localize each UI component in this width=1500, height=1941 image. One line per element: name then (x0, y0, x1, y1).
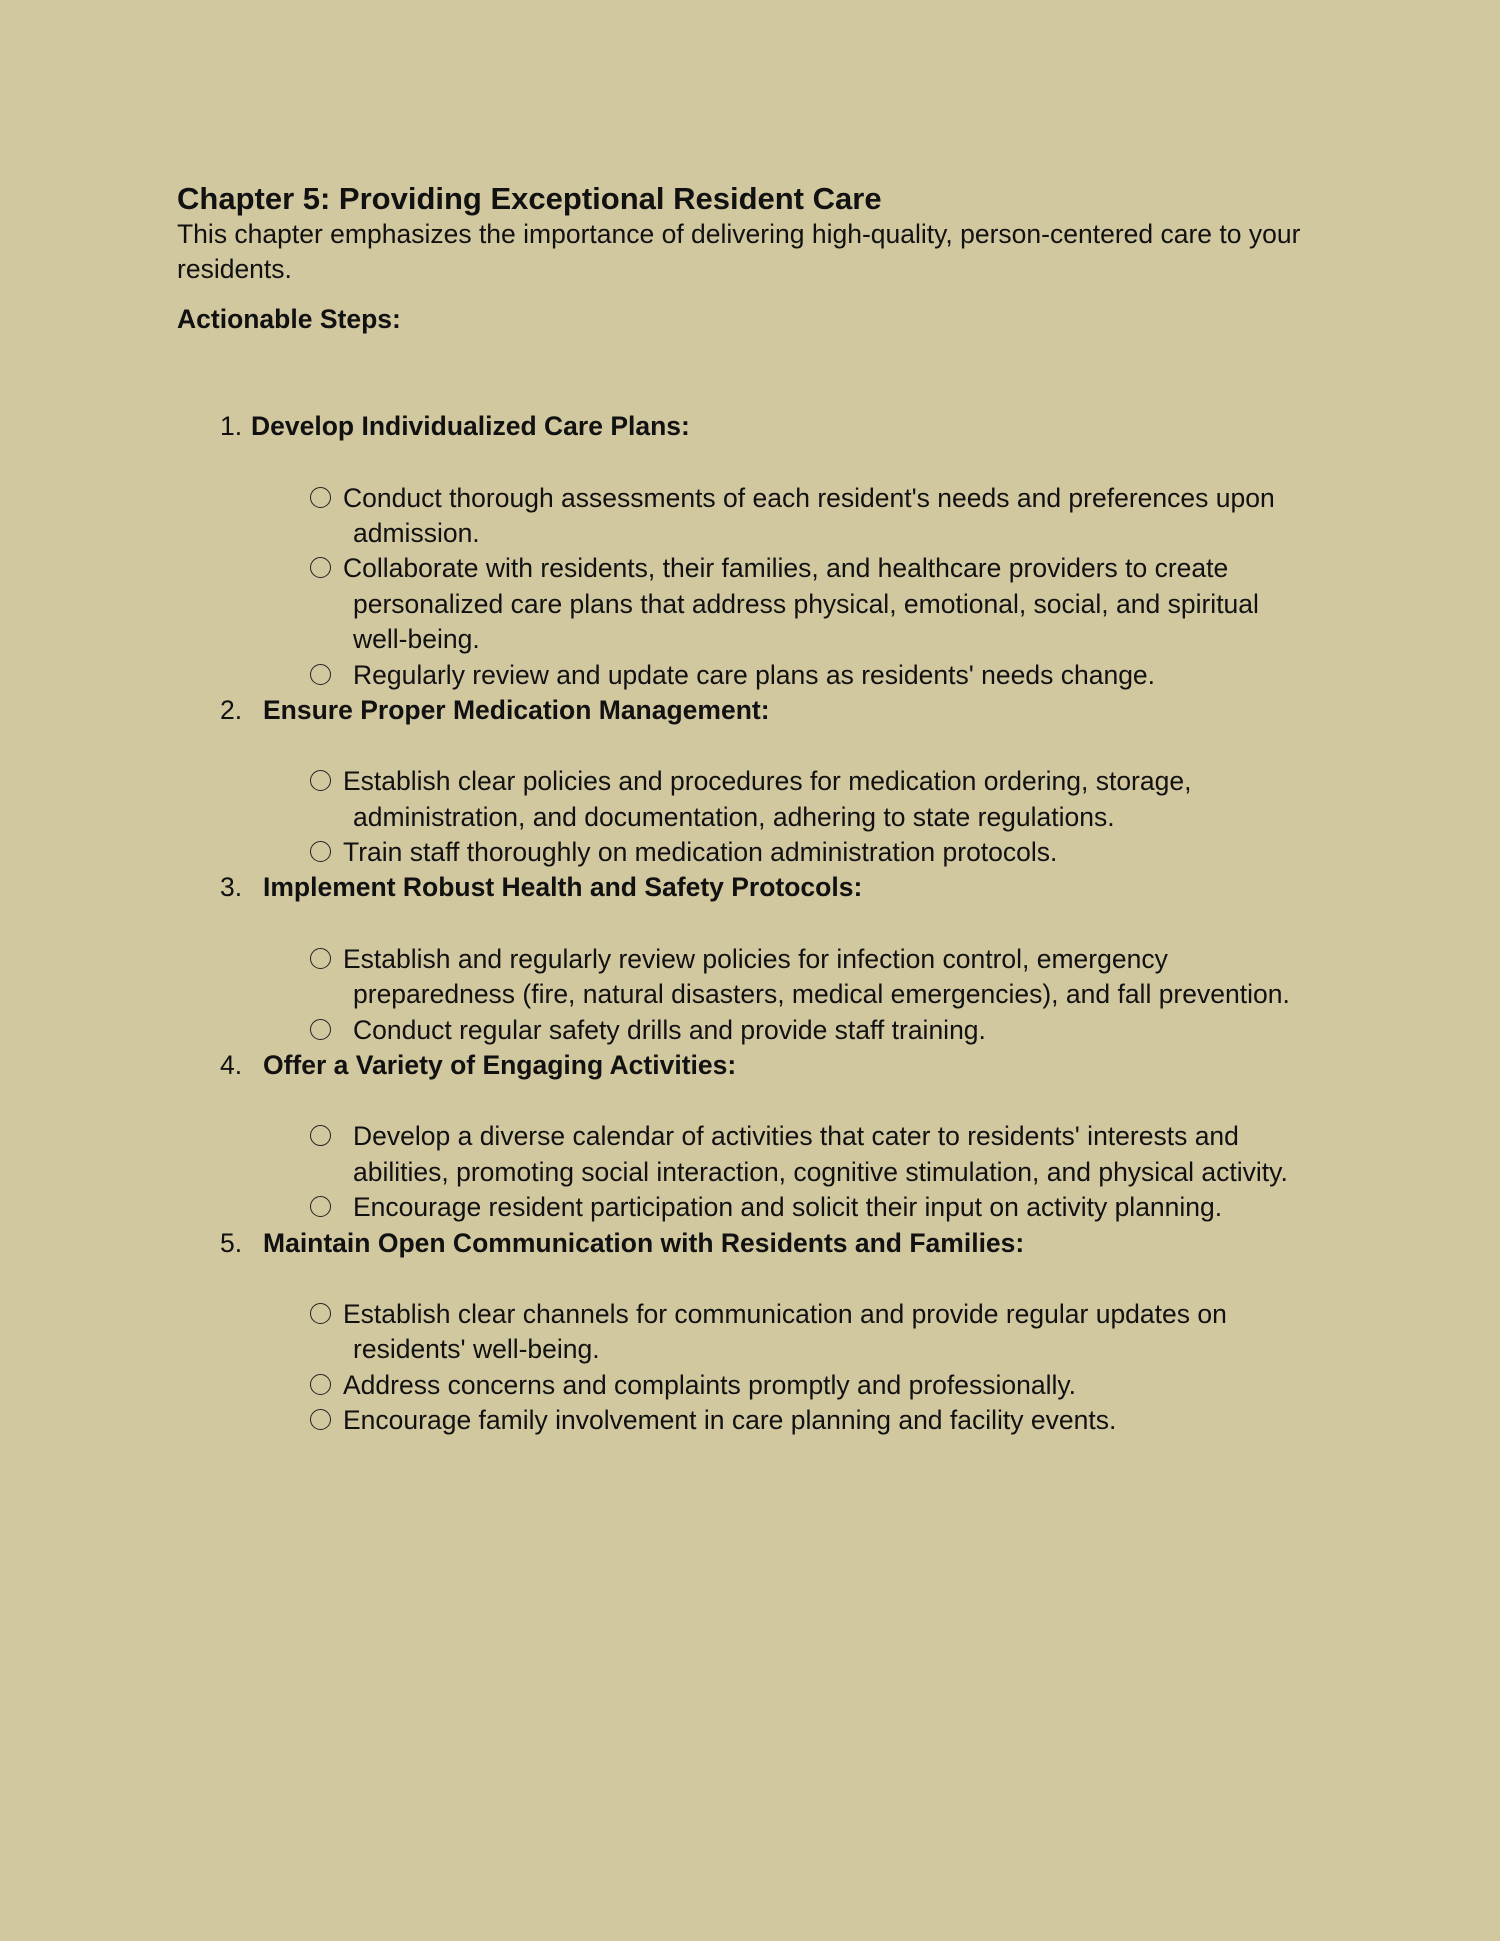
bullet-item (177, 764, 1377, 835)
step-heading (177, 409, 1377, 444)
hollow-circle-bullet-icon (310, 948, 331, 969)
bullet-item (177, 1297, 1377, 1368)
bullet-text-line: preparedness (fire, natural disasters, medical emergencies), and fall prevention. (353, 979, 1290, 1010)
bullet-text-line: Establish clear policies and procedures for medication ordering, storage, (343, 766, 1192, 797)
bullet-item (177, 481, 1377, 552)
bullet-text-line: Establish clear channels for communication and provide regular updates on (343, 1298, 1227, 1329)
bullet-item (177, 1119, 1377, 1190)
step-item (177, 693, 1377, 871)
step-number: 1. (220, 411, 243, 442)
hollow-circle-bullet-icon (310, 1303, 331, 1324)
bullet-item (177, 551, 1377, 657)
intro-line: This chapter emphasizes the importance of delivering high-quality, person-centered care to your (177, 219, 1301, 249)
hollow-circle-bullet-icon (310, 487, 331, 508)
intro-line: residents. (177, 254, 292, 285)
hollow-circle-bullet-icon (310, 664, 331, 685)
bullet-item (177, 1368, 1377, 1403)
step-number: 3. (220, 872, 243, 903)
bullet-text-line: Encourage resident participation and solicit their input on activity planning. (353, 1192, 1223, 1223)
chapter-title: Chapter 5: Providing Exceptional Resident Care (177, 181, 882, 216)
step-heading (177, 1048, 1377, 1083)
bullet-text-line: Collaborate with residents, their families, and healthcare providers to create (343, 553, 1229, 584)
bullet-list (177, 764, 1377, 870)
step-heading-text: Develop Individualized Care Plans: (251, 411, 690, 442)
step-item (177, 870, 1377, 1048)
bullet-text-line: Train staff thoroughly on medication administration protocols. (343, 837, 1058, 868)
step-heading-text: Maintain Open Communication with Residents and Families: (263, 1227, 1025, 1258)
step-heading-text: Offer a Variety of Engaging Activities: (263, 1050, 737, 1081)
hollow-circle-bullet-icon (310, 1409, 331, 1430)
step-item (177, 1048, 1377, 1226)
bullet-text-line: Conduct thorough assessments of each resident's needs and preferences upon (343, 482, 1275, 513)
hollow-circle-bullet-icon (310, 1374, 331, 1395)
step-item (177, 1226, 1377, 1439)
step-heading (177, 1226, 1377, 1261)
bullet-item (177, 1013, 1377, 1048)
bullet-list (177, 1297, 1377, 1439)
hollow-circle-bullet-icon (310, 1019, 331, 1040)
step-heading (177, 693, 1377, 728)
bullet-list (177, 1119, 1377, 1225)
bullet-text-line: Regularly review and update care plans as residents' needs change. (353, 659, 1156, 690)
bullet-text-line: well-being. (353, 624, 480, 655)
hollow-circle-bullet-icon (310, 841, 331, 862)
step-number: 4. (220, 1050, 243, 1081)
step-heading-text: Implement Robust Health and Safety Protocols: (263, 872, 863, 903)
step-heading (177, 870, 1377, 905)
bullet-item (177, 1403, 1377, 1438)
bullet-item (177, 658, 1377, 693)
bullet-text-line: Establish and regularly review policies for infection control, emergency (343, 943, 1168, 974)
bullet-text-line: admission. (353, 517, 480, 548)
bullet-item (177, 835, 1377, 870)
bullet-item (177, 1190, 1377, 1225)
bullet-text-line: residents' well-being. (353, 1334, 600, 1365)
step-number: 2. (220, 694, 243, 725)
bullet-text-line: Conduct regular safety drills and provide staff training. (353, 1014, 986, 1045)
bullet-text-line: personalized care plans that address physical, emotional, social, and spiritual (353, 588, 1259, 619)
intro-paragraph (177, 217, 1377, 288)
document-page (177, 180, 1377, 1439)
step-number: 5. (220, 1227, 243, 1258)
steps-label: Actionable Steps: (177, 303, 401, 334)
bullet-text-line: Address concerns and complaints promptly and professionally. (343, 1369, 1077, 1400)
bullet-text-line: administration, and documentation, adhering to state regulations. (353, 801, 1115, 832)
bullet-text-line: abilities, promoting social interaction, cognitive stimulation, and physical activity. (353, 1156, 1288, 1187)
bullet-list (177, 942, 1377, 1048)
step-item (177, 409, 1377, 693)
bullet-list (177, 481, 1377, 693)
bullet-item (177, 942, 1377, 1013)
bullet-text-line: Develop a diverse calendar of activities that cater to residents' interests and (353, 1121, 1239, 1152)
steps-list (177, 409, 1377, 1438)
bullet-text-line: Encourage family involvement in care planning and facility events. (343, 1405, 1117, 1436)
step-heading-text: Ensure Proper Medication Management: (263, 694, 770, 725)
